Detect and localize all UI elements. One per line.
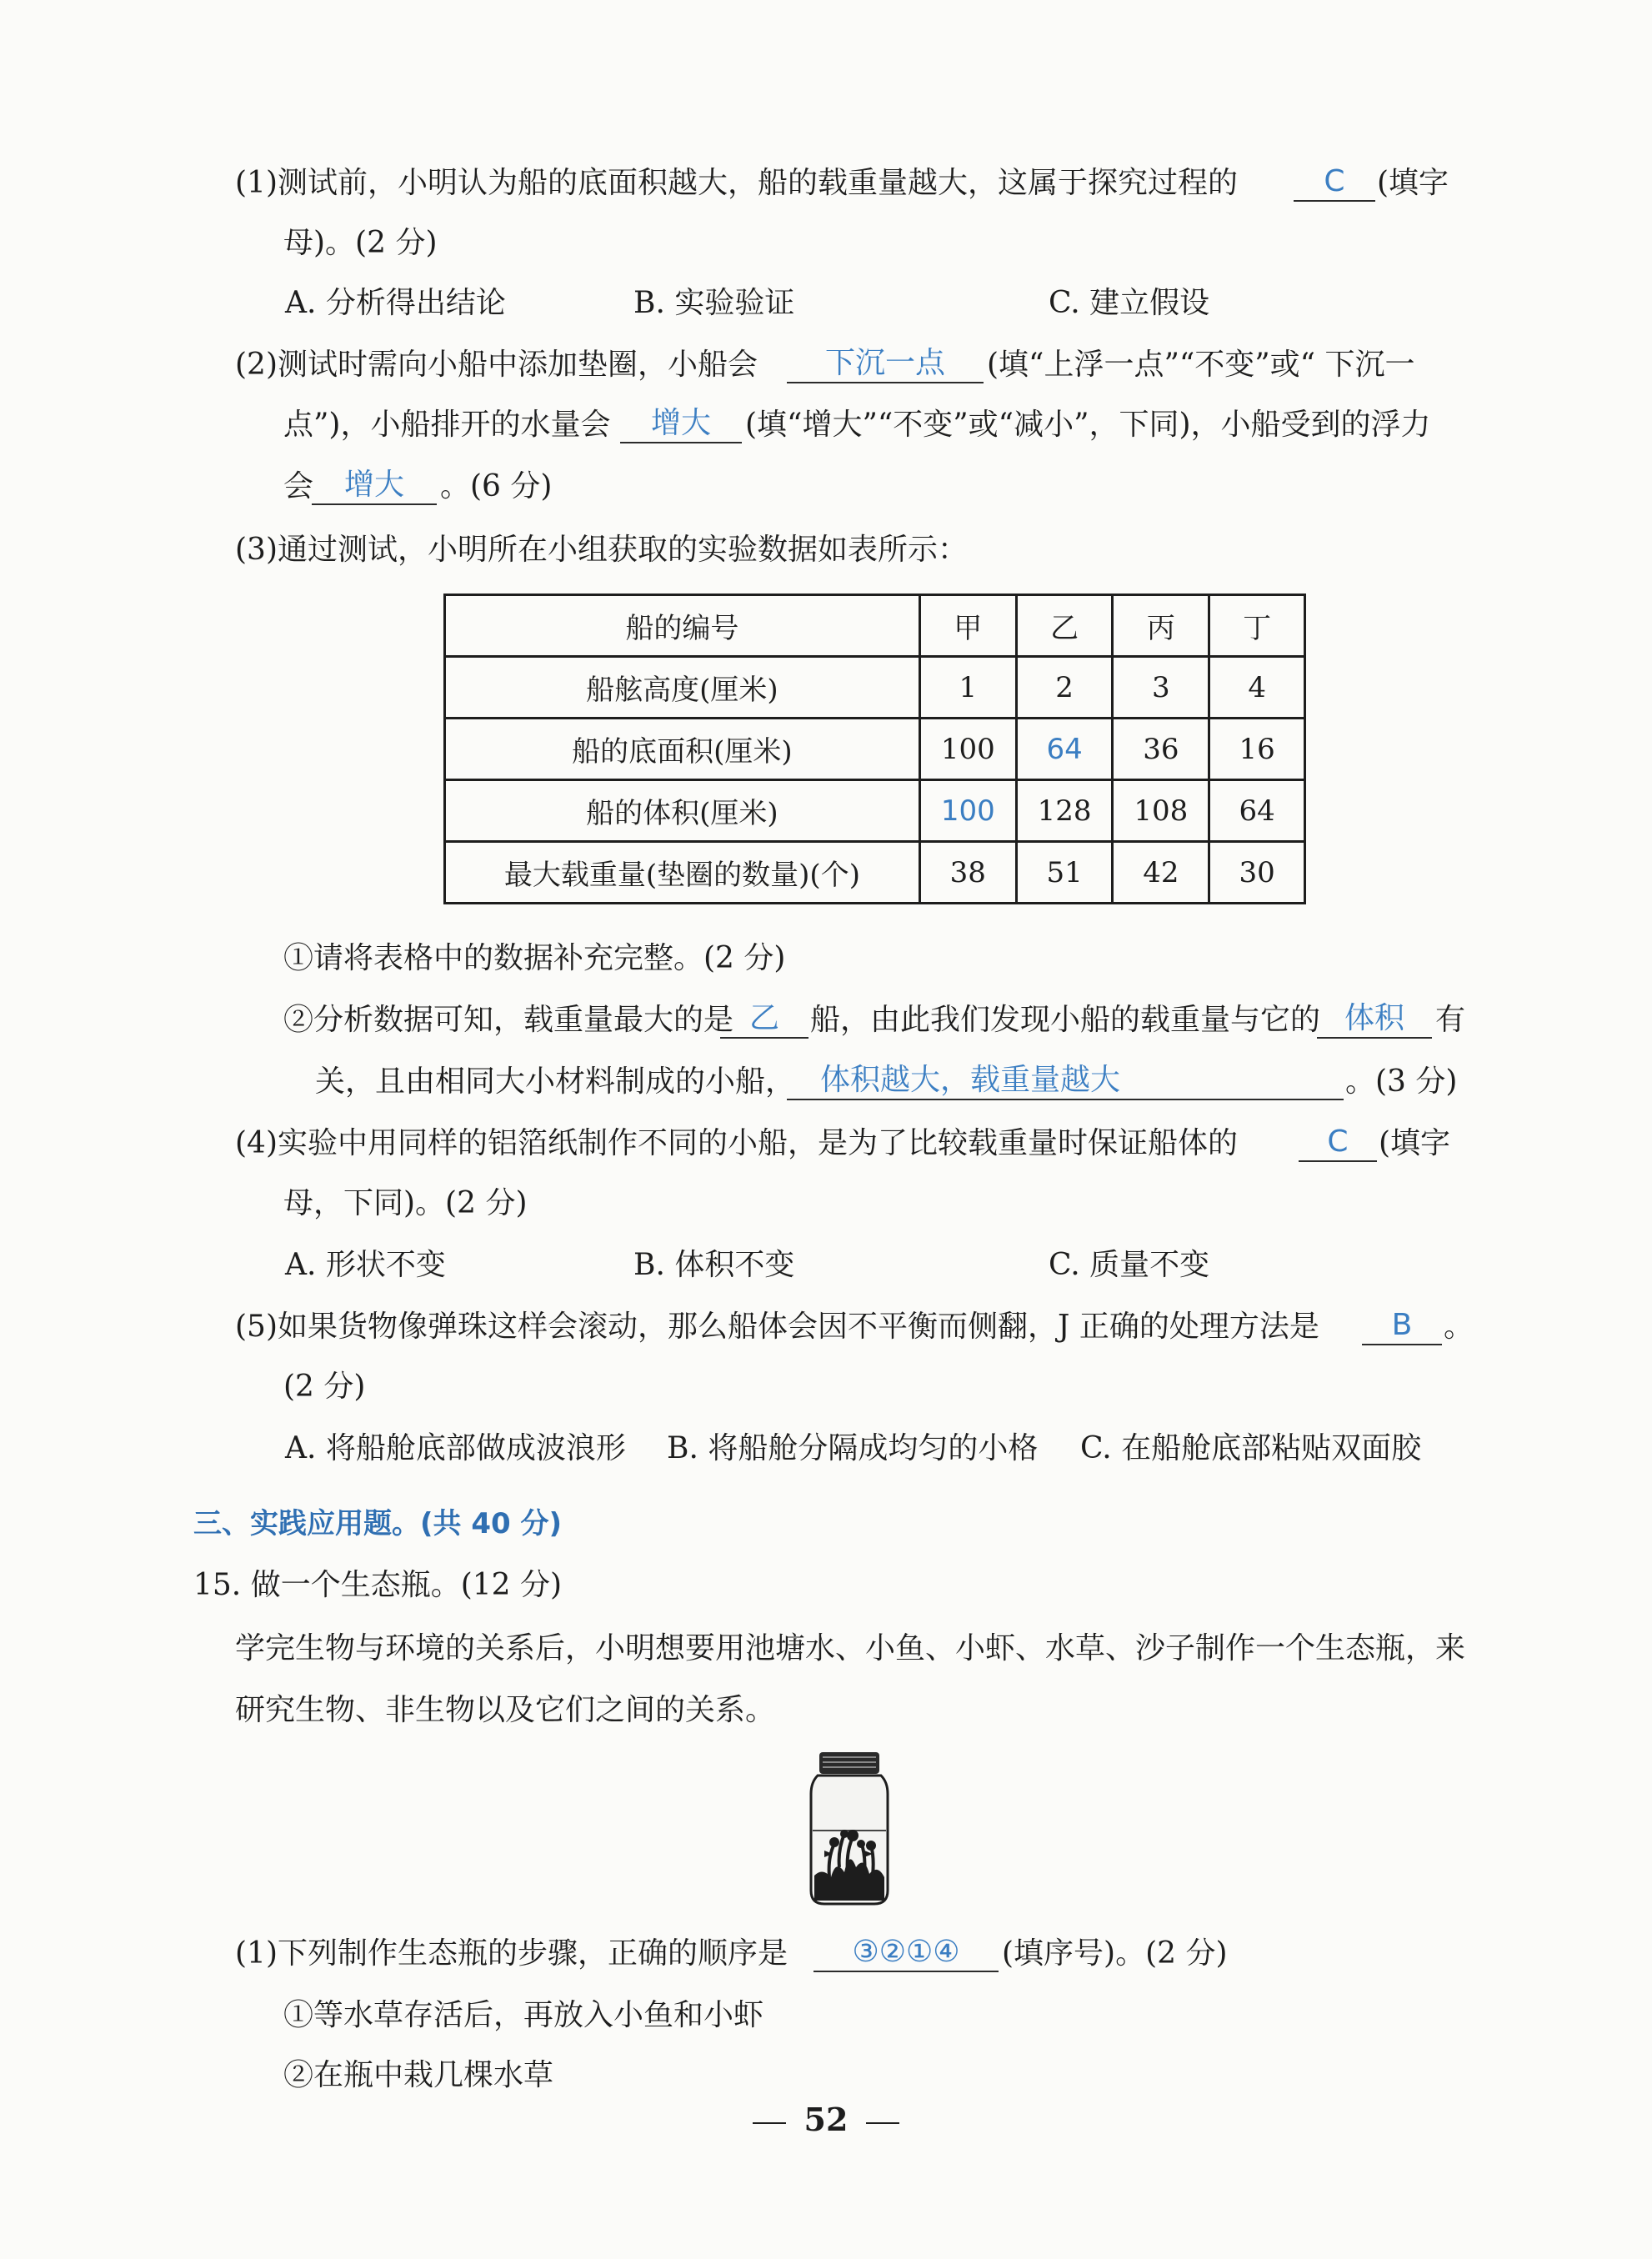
q14-part2-answer3: 增大 [312, 467, 437, 505]
table-cell: 1 [919, 657, 1016, 719]
option-c: C. 建立假设 [1049, 286, 1210, 320]
q15-part1-text-b: (填序号)。(2 分) [1002, 1936, 1228, 1971]
option-a: A. 分析得出结论 [285, 286, 506, 320]
page-number [0, 2101, 1652, 2138]
q14-part4-text-c: 母，下同)。(2 分) [283, 1186, 528, 1220]
table-cell-filled-answer: 64 [1016, 719, 1113, 780]
table-cell: 最大载重量(垫圈的数量)(个) [445, 842, 920, 904]
table-cell: 38 [919, 842, 1016, 904]
q14-part2-answer2: 增大 [620, 405, 742, 443]
table-row [445, 842, 1305, 904]
table-cell-filled-answer: 100 [919, 780, 1016, 842]
option-c: C. 质量不变 [1049, 1248, 1210, 1282]
table-header-cell: 乙 [1016, 595, 1113, 657]
q14-part5-text-c: (2 分) [283, 1370, 366, 1404]
table-cell: 51 [1016, 842, 1113, 904]
q14-part3-sub2-text-e: 。(3 分) [1345, 1064, 1458, 1099]
table-cell: 船舷高度(厘米) [445, 657, 920, 719]
q14-part3-sub2-answer1: 乙 [720, 1000, 808, 1039]
q14-part3-sub2-text-b: 船，由此我们发现小船的载重量与它的 [810, 1003, 1321, 1037]
q15-intro-text1: 学完生物与环境的关系后，小明想要用池塘水、小鱼、小虾、水草、沙子制作一个生态瓶，来 [235, 1631, 1466, 1665]
table-cell: 船的体积(厘米) [445, 780, 920, 842]
section-title: 三、实践应用题。(共 40 分) [193, 1507, 563, 1540]
table-row [445, 780, 1305, 842]
option-c: C. 在船舱底部粘贴双面胶 [1080, 1431, 1422, 1465]
table-cell: 36 [1113, 719, 1209, 780]
option-a: A. 将船舱底部做成波浪形 [285, 1431, 626, 1465]
q14-part4-text-b: (填字 [1379, 1126, 1451, 1160]
q14-part3-sub2-answer2: 体积 [1317, 1000, 1432, 1039]
ecosystem-jar-illustration [806, 1751, 893, 1907]
q14-part1-text-b: (填字 [1377, 166, 1449, 200]
table-header-cell: 甲 [919, 595, 1016, 657]
q14-part2-text-c: 点”)，小船排开的水量会 [283, 408, 611, 442]
q14-part2-text-b: (填“上浮一点”“不变”或“ 下沉一 [987, 348, 1415, 382]
page-number-dash [753, 2122, 786, 2124]
table-header-cell: 丁 [1209, 595, 1305, 657]
table-cell: 船的底面积(厘米) [445, 719, 920, 780]
q15-step-text: ①等水草存活后，再放入小鱼和小虾 [283, 1998, 764, 2032]
table-cell: 100 [919, 719, 1016, 780]
q15-title-text: 15. 做一个生态瓶。(12 分) [193, 1568, 563, 1602]
q14-part5-text-a: (5)如果货物像弹珠这样会滚动，那么船体会因不平衡而侧翻，J 正确的处理方法是 [235, 1310, 1319, 1344]
data-table [443, 594, 1306, 904]
q14-part3-sub2-text-d: 关，且由相同大小材料制成的小船， [315, 1064, 796, 1099]
q14-part3-intro-text: (3)通过测试，小明所在小组获取的实验数据如表所示： [235, 533, 968, 567]
q14-part3-sub2-text-a: ②分析数据可知，载重量最大的是 [283, 1003, 734, 1037]
page-number-dash [866, 2122, 899, 2124]
table-header-cell: 船的编号 [445, 595, 920, 657]
q14-part3-sub2-text-c: 有 [1435, 1003, 1466, 1037]
q14-part5-text-b: 。 [1444, 1310, 1474, 1344]
q14-part2-answer1: 下沉一点 [787, 345, 984, 383]
q14-part4-answer: C [1299, 1124, 1377, 1162]
table-cell: 42 [1113, 842, 1209, 904]
table-row [445, 657, 1305, 719]
q14-part2-text-a: (2)测试时需向小船中添加垫圈，小船会 [235, 348, 758, 382]
table-header-row [445, 595, 1305, 657]
table-cell: 3 [1113, 657, 1209, 719]
q14-part1-text-c: 母)。(2 分) [283, 226, 438, 260]
q14-part1-text: (1)测试前，小明认为船的底面积越大，船的载重量越大，这属于探究过程的 [235, 166, 1238, 200]
option-b: B. 将船舱分隔成均匀的小格 [667, 1431, 1039, 1465]
page-number-text: 52 [803, 2101, 849, 2138]
q14-part2-text-e: 会 [283, 469, 314, 503]
q15-part1-text-a: (1)下列制作生态瓶的步骤，正确的顺序是 [235, 1936, 788, 1971]
q14-part4-text-a: (4)实验中用同样的铝箔纸制作不同的小船，是为了比较载重量时保证船体的 [235, 1126, 1238, 1160]
table-cell: 64 [1209, 780, 1305, 842]
q15-step-text: ②在瓶中栽几棵水草 [283, 2058, 554, 2092]
option-b: B. 实验验证 [633, 286, 795, 320]
q15-intro-text2: 研究生物、非生物以及它们之间的关系。 [235, 1693, 776, 1727]
q14-part1-answer: C [1294, 163, 1375, 202]
table-cell: 108 [1113, 780, 1209, 842]
q14-part2-text-d: (填“增大”“不变”或“减小”，下同)，小船受到的浮力 [745, 408, 1431, 442]
q14-part3-sub2-answer3: 体积越大，载重量越大 [787, 1062, 1344, 1100]
q14-part2-text-f: 。(6 分) [440, 469, 553, 503]
table-cell: 128 [1016, 780, 1113, 842]
option-a: A. 形状不变 [285, 1248, 446, 1282]
table-cell: 30 [1209, 842, 1305, 904]
q15-part1-answer: ③②①④ [813, 1934, 999, 1972]
q14-part5-answer: B [1362, 1307, 1442, 1345]
table-cell: 16 [1209, 719, 1305, 780]
table-cell: 2 [1016, 657, 1113, 719]
table-cell: 4 [1209, 657, 1305, 719]
table-row [445, 719, 1305, 780]
q14-part3-sub1-text: ①请将表格中的数据补充完整。(2 分) [283, 941, 786, 975]
table-header-cell: 丙 [1113, 595, 1209, 657]
option-b: B. 体积不变 [633, 1248, 795, 1282]
